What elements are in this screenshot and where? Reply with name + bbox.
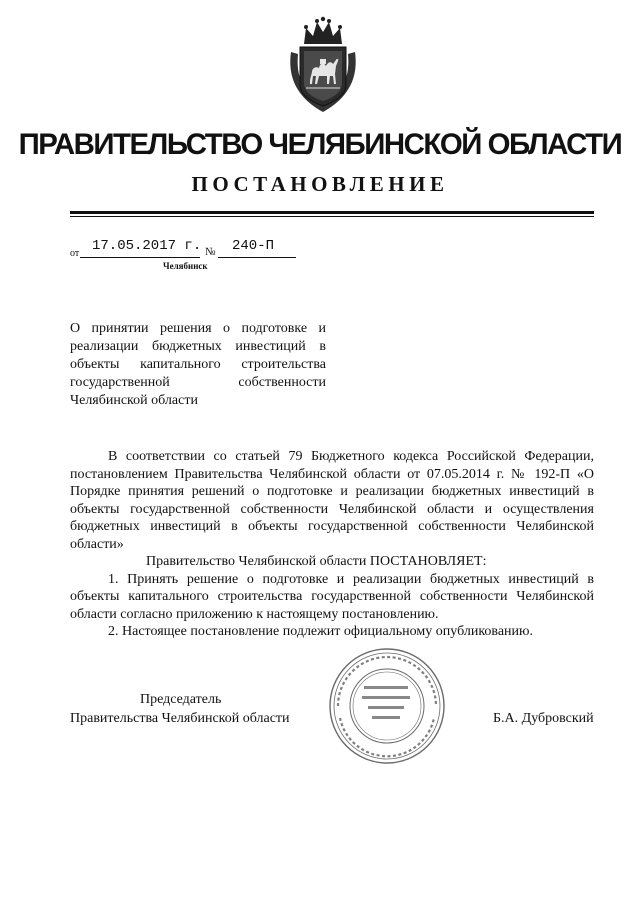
date-prefix: от: [70, 248, 80, 259]
header-rule-thin: [70, 216, 594, 217]
signatory-title: Председатель: [140, 692, 222, 707]
resolution-line: Правительство Челябинской области ПОСТАНОВЛЯЕТ:: [146, 554, 487, 569]
body-paragraph: В соответствии со статьей 79 Бюджетного кодекса Российской Федерации, постановлением Правительства Челябинской области от 07.05.2014 г. № 192-П «О Порядке принятия решений о подготовке и реализации бюджетных инвестиций в объекты государственной собственности Челябинской области и осуществления бюджетных инвестиций в объекты государственной собственности Челябинской области»: [70, 449, 594, 552]
document-subject: [70, 320, 326, 410]
document-date: 17.05.2017 г.: [92, 238, 202, 254]
number-underline: [218, 257, 296, 258]
document-number: 240-П: [232, 238, 275, 254]
document-body: [70, 448, 594, 641]
document-city: Челябинск: [163, 261, 208, 271]
number-prefix: №: [205, 246, 216, 258]
resolution-item: 2. Настоящее постановление подлежит официальному опубликованию.: [108, 624, 533, 639]
subject-line: государственной собственности: [70, 375, 326, 390]
subject-line: Челябинской области: [70, 393, 198, 408]
signatory-name: Б.А. Дубровский: [493, 711, 594, 726]
header-rule-thick: [70, 211, 594, 214]
document-type-title: ПОСТАНОВЛЕНИЕ: [191, 172, 449, 196]
government-title: ПРАВИТЕЛЬСТВО ЧЕЛЯБИНСКОЙ ОБЛАСТИ: [18, 128, 622, 161]
coat-of-arms-emblem: [286, 14, 360, 116]
subject-line: О принятии решения о подготовке и: [70, 321, 326, 336]
official-seal-stamp: [326, 646, 448, 766]
subject-line: объекты капитального строительства: [70, 357, 326, 372]
signatory-organization: Правительства Челябинской области: [70, 711, 290, 726]
date-underline: [80, 257, 200, 258]
resolution-item: 1. Принять решение о подготовке и реализации бюджетных инвестиций в объекты капитального строительства государственной собственности Челябинской области согласно приложению к настоящему постановлению.: [70, 571, 594, 622]
subject-line: реализации бюджетных инвестиций в: [70, 339, 326, 354]
